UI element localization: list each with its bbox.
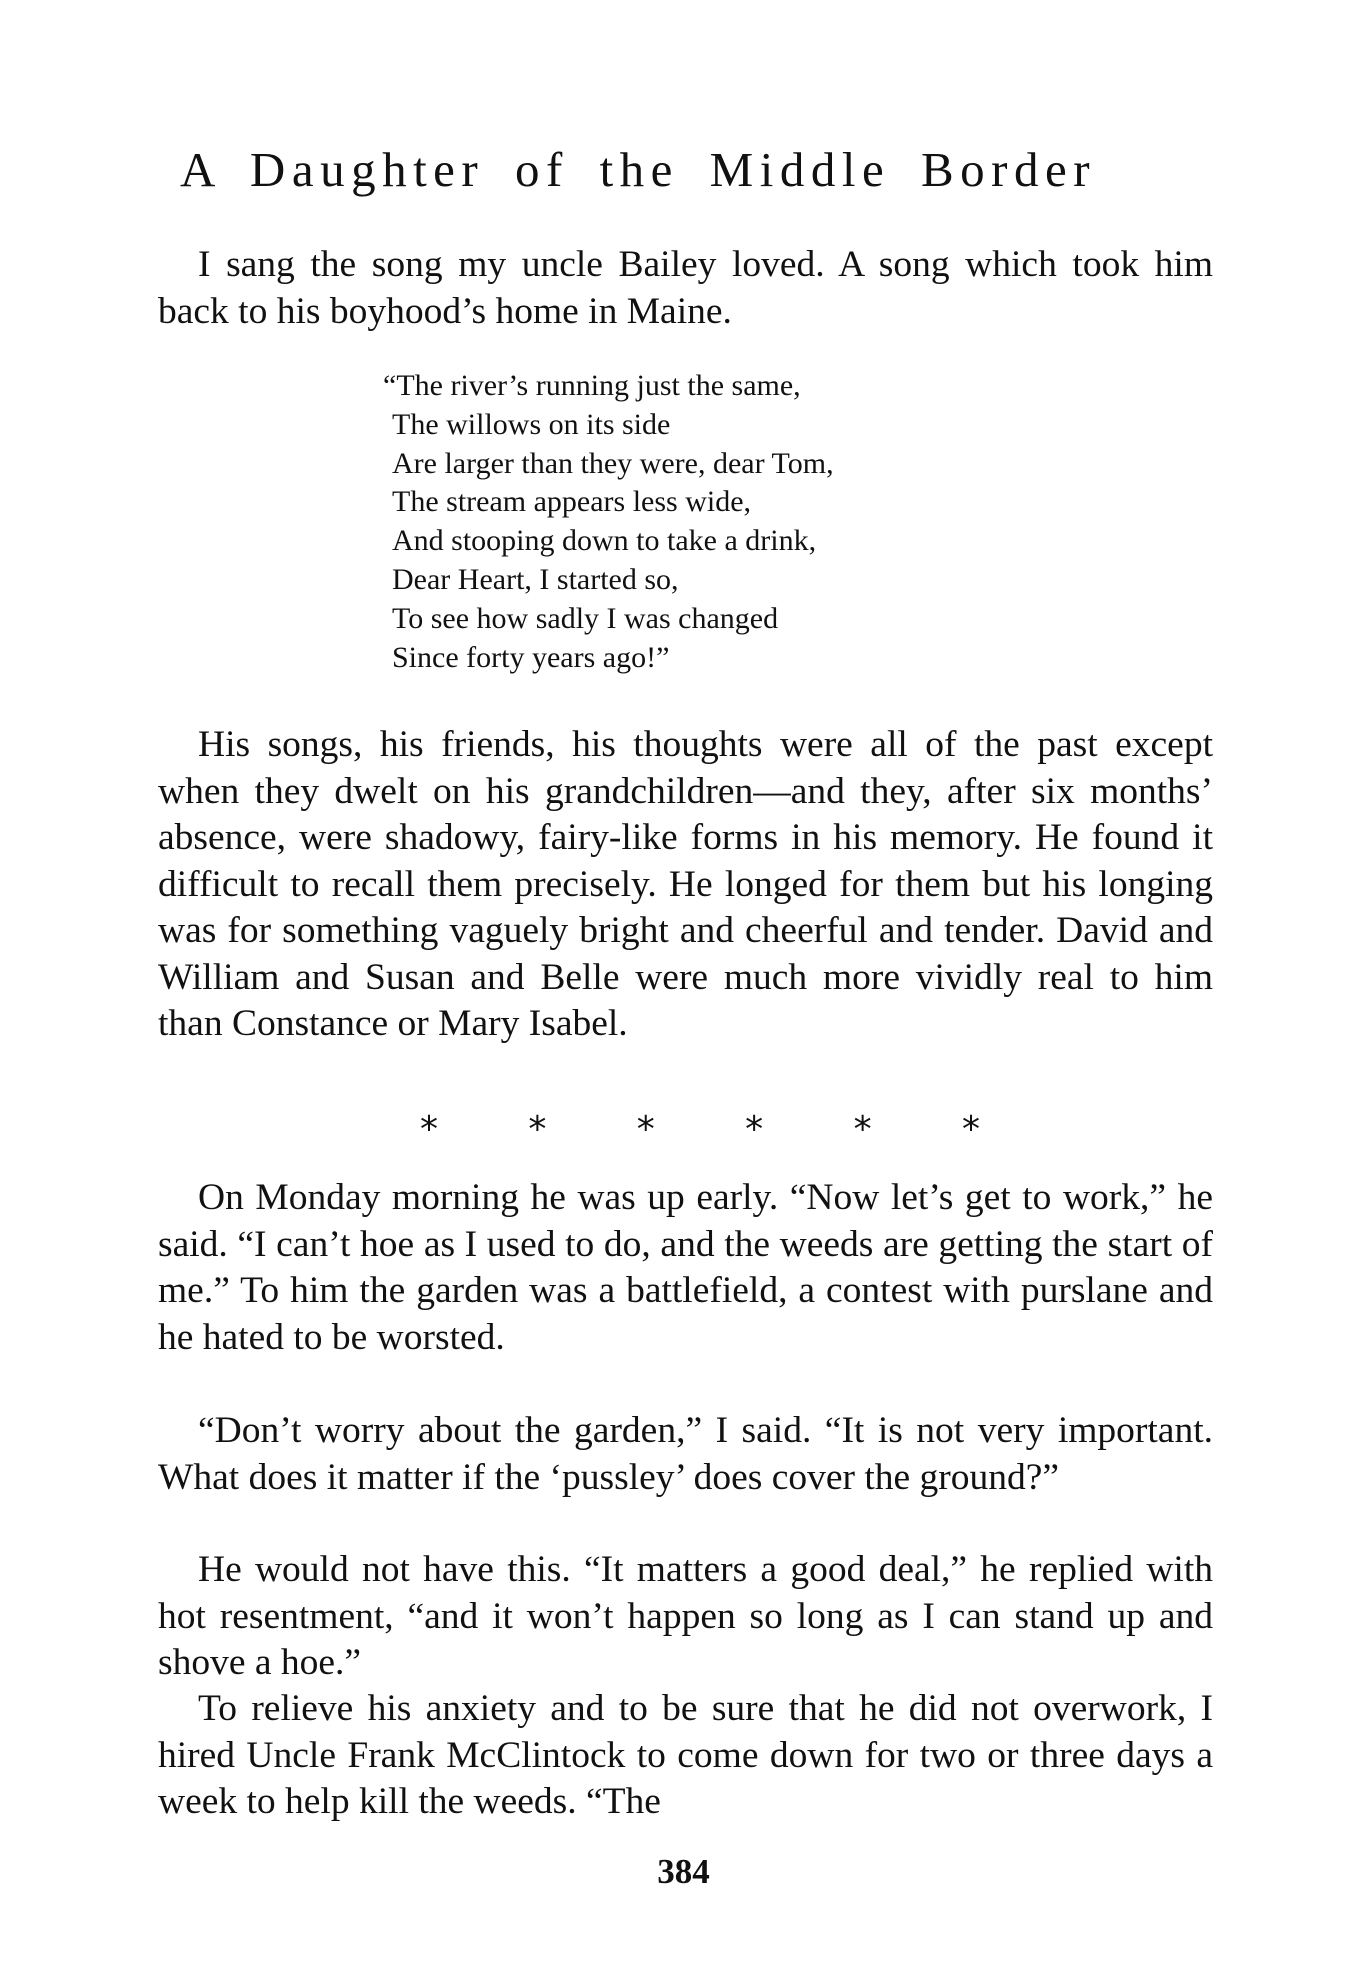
poem-line: To see how sadly I was changed	[392, 601, 779, 635]
page-number: 384	[657, 1852, 710, 1891]
poem-line: Dear Heart, I started so,	[392, 562, 679, 596]
asterisk: *	[636, 1109, 655, 1150]
intro-paragraph: I sang the song my uncle Bailey loved. A song which took him back to his boyhood’s home in Maine.	[158, 244, 1213, 332]
asterisk: *	[420, 1109, 438, 1150]
poem-line: And stooping down to take a drink,	[392, 524, 817, 558]
paragraph-monday: On Monday morning he was up early. “Now let’s get to work,” he said. “I can’t hoe as I used to do, and the weeds are getting the start of me.” To him the garden was a battlefield, a contest with purslane and he hated to be worsted.	[158, 1177, 1213, 1358]
poem-line: Since forty years ago!”	[392, 640, 670, 674]
running-head: A Daughter of the Middle Border	[180, 142, 1097, 197]
paragraph-relieve: To relieve his anxiety and to be sure that he did not overwork, I hired Uncle Frank McClintock to come down for two or three days a week to help kill the weeds. “The	[158, 1688, 1213, 1822]
paragraph-dont-worry: “Don’t worry about the garden,” I said. “It is not very important. What does it matter if the ‘pussley’ does cover the ground?”	[158, 1410, 1213, 1498]
paragraph-songs: His songs, his friends, his thoughts were all of the past except when they dwelt on his grandchildren—and they, after six months’ absence, were shadowy, fairy-like forms in his memory. He found it difficult to recall them precisely. He longed for them but his longing was for something vaguely bright and cheerful and tender. David and William and Susan and Belle were much more vividly real to him than Constance or Mary Isabel.	[158, 724, 1213, 1044]
poem-line: Are larger than they were, dear Tom,	[392, 446, 834, 480]
asterisk: *	[745, 1109, 764, 1150]
paragraph-would-not: He would not have this. “It matters a good deal,” he replied with hot resentment, “and it won’t happen so long as I can stand up and shove a hoe.”	[158, 1549, 1213, 1683]
poem-line: The willows on its side	[392, 407, 671, 441]
poem-stanza	[383, 367, 834, 677]
asterisk: *	[853, 1109, 872, 1150]
asterisk: *	[961, 1109, 980, 1150]
asterisk: *	[528, 1109, 547, 1150]
poem-line: The stream appears less wide,	[392, 485, 752, 519]
poem-line: “The river’s running just the same,	[383, 369, 801, 402]
section-break	[420, 1110, 980, 1150]
